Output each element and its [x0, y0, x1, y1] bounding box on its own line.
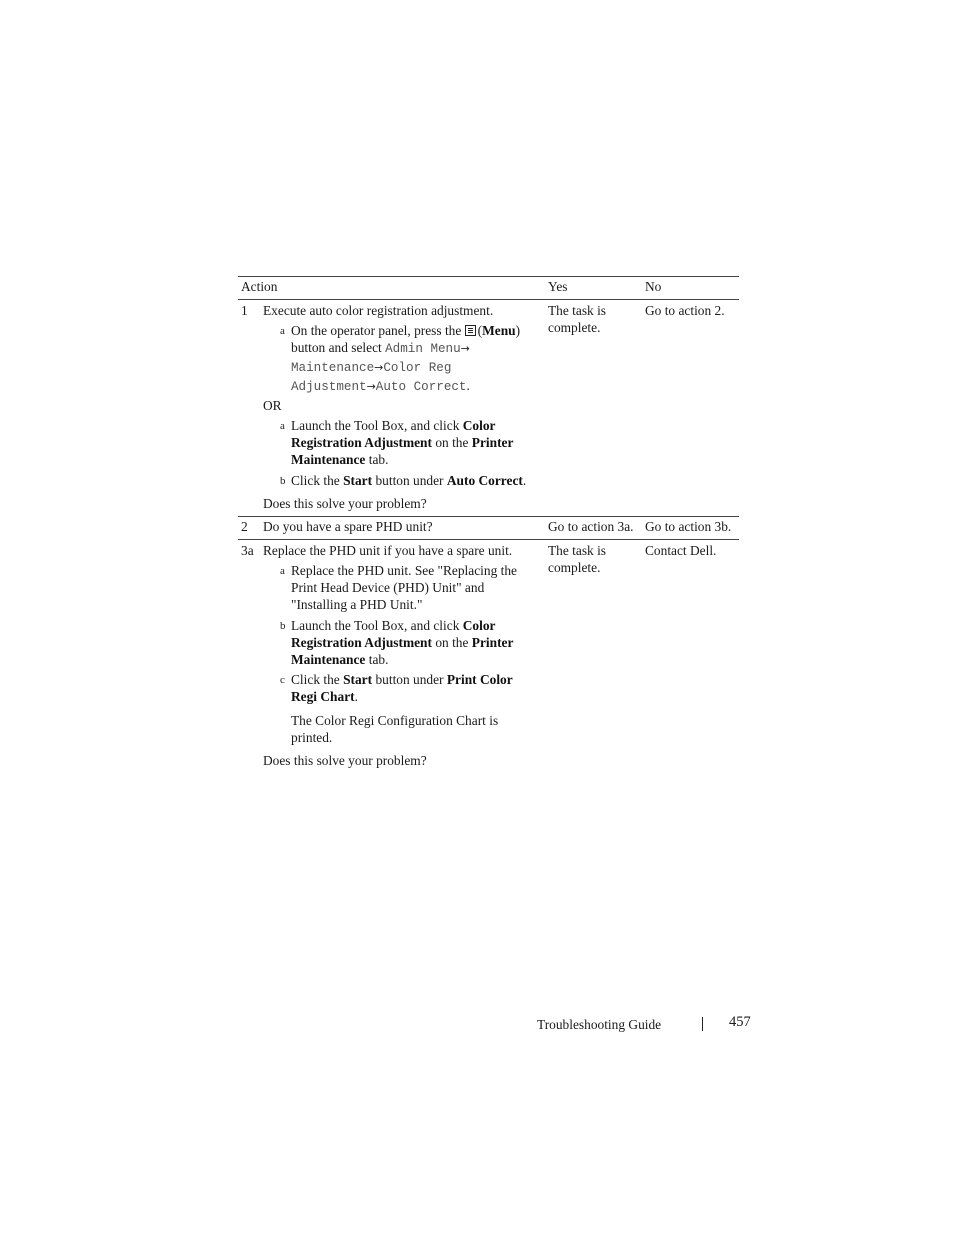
table-top-rule	[238, 276, 739, 277]
row-rule	[238, 539, 739, 540]
row-yes: The task is complete.	[548, 543, 607, 575]
header-no: No	[645, 279, 662, 294]
row-action-main: Do you have a spare PHD unit?	[263, 519, 433, 534]
menu-path-admin-menu: Admin Menu	[385, 342, 461, 356]
footer-section-title: Troubleshooting Guide	[537, 1017, 662, 1032]
row-number: 3a	[241, 543, 254, 558]
step-toolbox: Launch the Tool Box, and click Color Registration Adjustment on the Printer Maintenance tab.	[291, 418, 514, 467]
menu-label: Menu	[482, 323, 516, 338]
menu-path-color-reg: Color Reg	[383, 361, 452, 375]
row-no: Contact Dell.	[645, 543, 717, 558]
row-rule	[238, 516, 739, 517]
header-action: Action	[241, 279, 278, 294]
row-action-main: Replace the PHD unit if you have a spare unit.	[263, 543, 513, 558]
menu-path-auto-correct: Auto Correct	[375, 380, 467, 394]
header-yes: Yes	[548, 279, 568, 294]
row-action-main: Execute auto color registration adjustment.	[263, 303, 494, 318]
menu-path-adjustment: Adjustment	[291, 380, 367, 394]
step-replace-phd: Replace the PHD unit. See "Replacing the Print Head Device (PHD) Unit" and "Installing a PHD Unit."	[291, 563, 517, 612]
step-letter: b	[280, 620, 286, 632]
row-yes: Go to action 3a.	[548, 519, 634, 534]
step-menu-path: On the operator panel, press the (Menu) button and select Admin Menu→ Maintenance→Color Reg Adjustment→Auto Correct.	[291, 323, 521, 394]
step-letter: a	[280, 420, 285, 432]
row-yes: The task is complete.	[548, 303, 607, 335]
step-toolbox: Launch the Tool Box, and click Color Registration Adjustment on the Printer Maintenance tab.	[291, 618, 514, 667]
arrow-right-icon: →	[366, 380, 376, 393]
arrow-right-icon: →	[460, 342, 470, 355]
question: Does this solve your problem?	[263, 496, 427, 511]
header-rule	[238, 299, 739, 300]
step-letter: a	[280, 565, 285, 577]
row-no: Go to action 2.	[645, 303, 725, 318]
row-number: 1	[241, 303, 248, 318]
step-print-chart: Click the Start button under Print Color Regi Chart.	[291, 672, 513, 704]
row-number: 2	[241, 519, 248, 534]
question: Does this solve your problem?	[263, 753, 427, 768]
arrow-right-icon: →	[374, 361, 384, 374]
page-number: 457	[729, 1014, 751, 1030]
step-start-auto-correct: Click the Start button under Auto Correct.	[291, 473, 527, 488]
menu-path-maintenance: Maintenance	[291, 361, 375, 375]
row-no: Go to action 3b.	[645, 519, 732, 534]
or-separator: OR	[263, 398, 282, 413]
step-letter: b	[280, 475, 286, 487]
step-note: The Color Regi Configuration Chart is printed.	[291, 713, 499, 745]
step-letter: a	[280, 325, 285, 337]
footer-separator	[702, 1017, 703, 1031]
menu-icon	[465, 325, 476, 336]
step-letter: c	[280, 674, 285, 686]
